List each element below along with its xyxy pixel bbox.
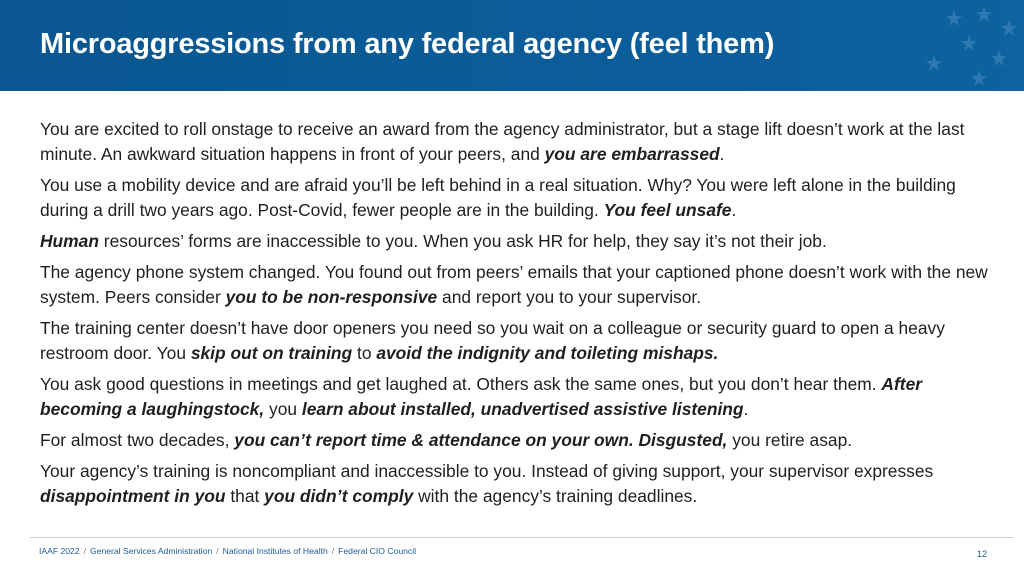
body-text-run: Your agency’s training is noncompliant and inaccessible to you. Instead of giving support, your supervisor expresses	[40, 461, 934, 481]
footer-credits	[39, 546, 416, 556]
body-text-run: you retire asap.	[727, 430, 853, 450]
body-text-run: The agency phone system changed. You found out from peers’ emails that your captioned phone doesn’t work with the new system. Peers consider	[40, 262, 988, 307]
paragraph	[40, 229, 990, 254]
footer-item: Federal CIO Council	[338, 546, 417, 556]
paragraph	[40, 173, 990, 223]
emphasis-text: avoid the indignity and toileting mishaps.	[376, 343, 719, 363]
footer-divider	[30, 537, 1014, 538]
slide-header	[0, 0, 1024, 91]
emphasis-text: you to be non-responsive	[225, 287, 438, 307]
body-text-run: You use a mobility device and are afraid you’ll be left behind in a real situation. Why? You were left alone in the building during a drill two years ago. Post-Covid, fewer people are in the building.	[40, 175, 956, 220]
footer-separator: /	[83, 546, 86, 556]
body-text-run: .	[731, 200, 737, 220]
emphasis-text: disappointment in you	[40, 486, 226, 506]
body-text-run: and report you to your supervisor.	[437, 287, 702, 307]
footer-item: IAAF 2022	[39, 546, 80, 556]
paragraph	[40, 117, 990, 167]
paragraph	[40, 459, 990, 509]
footer-separator: /	[216, 546, 219, 556]
footer-item: National Institutes of Health	[222, 546, 328, 556]
emphasis-text: You feel unsafe	[603, 200, 732, 220]
slide-title: Microaggressions from any federal agency (feel them)	[40, 28, 775, 60]
page-number: 12	[976, 549, 987, 559]
paragraph	[40, 260, 990, 310]
emphasis-text: learn about installed, unadvertised assistive listening	[301, 399, 744, 419]
emphasis-text: After becoming a laughingstock,	[40, 374, 923, 419]
body-text-run: You ask good questions in meetings and get laughed at. Others ask the same ones, but you don’t hear them.	[40, 374, 882, 394]
body-text-run: .	[743, 399, 749, 419]
paragraph	[40, 316, 990, 366]
paragraph	[40, 372, 990, 422]
footer-separator: /	[331, 546, 335, 556]
body-text-run: to	[352, 343, 377, 363]
slide-body	[40, 117, 990, 515]
body-text-run: You are excited to roll onstage to receive an award from the agency administrator, but a stage lift doesn’t work at the last minute. An awkward situation happens in front of your peers, and	[40, 119, 965, 164]
emphasis-text: you can’t report time & attendance on your own. Disgusted,	[234, 430, 728, 450]
body-text-run: you	[264, 399, 302, 419]
emphasis-text: Human	[40, 231, 99, 251]
emphasis-text: you didn’t comply	[264, 486, 414, 506]
paragraph	[40, 428, 990, 453]
emphasis-text: you are embarrassed	[544, 144, 720, 164]
body-text-run: The training center doesn’t have door openers you need so you wait on a colleague or security guard to open a heavy restroom door. You	[40, 318, 945, 363]
stars-decoration-icon	[894, 0, 1024, 91]
footer-item: General Services Administration	[90, 546, 213, 556]
body-text-run: For almost two decades,	[40, 430, 235, 450]
body-text-run: .	[719, 144, 725, 164]
body-text-run: that	[225, 486, 265, 506]
body-text-run: with the agency’s training deadlines.	[413, 486, 698, 506]
emphasis-text: skip out on training	[190, 343, 353, 363]
body-text-run: resources’ forms are inaccessible to you. When you ask HR for help, they say it’s not their job.	[98, 231, 827, 251]
